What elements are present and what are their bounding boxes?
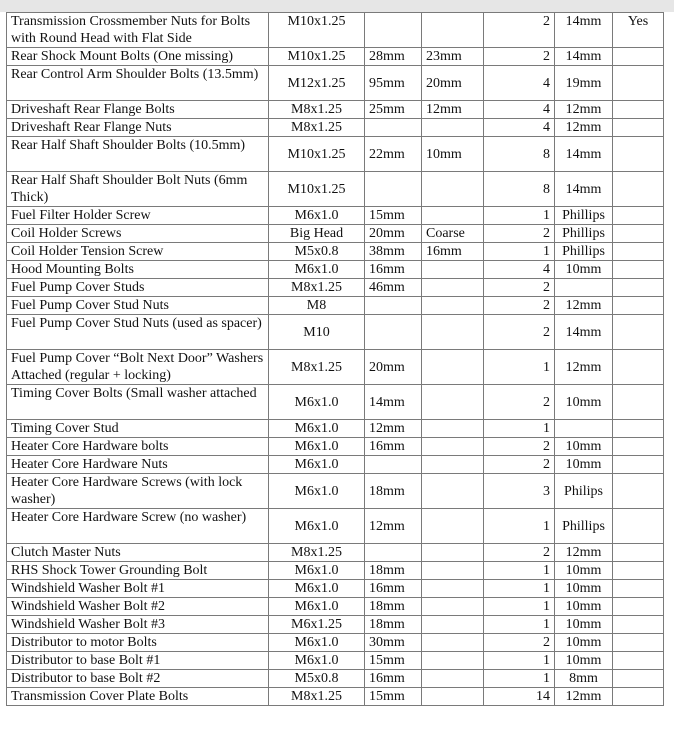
grip-cell — [422, 580, 484, 598]
thread-cell: M8x1.25 — [269, 544, 365, 562]
description-cell: Rear Control Arm Shoulder Bolts (13.5mm) — [7, 66, 269, 101]
thread-cell: M6x1.0 — [269, 474, 365, 509]
tool-size-cell: 10mm — [555, 634, 613, 652]
thread-cell: M6x1.0 — [269, 634, 365, 652]
note-cell — [613, 101, 664, 119]
quantity-cell: 2 — [484, 385, 555, 420]
table-row — [7, 438, 664, 456]
description-cell: RHS Shock Tower Grounding Bolt — [7, 562, 269, 580]
table-row — [7, 207, 664, 225]
length-cell: 46mm — [365, 279, 422, 297]
length-cell: 15mm — [365, 652, 422, 670]
thread-cell: M6x1.0 — [269, 580, 365, 598]
description-cell: Rear Half Shaft Shoulder Bolt Nuts (6mm Thick) — [7, 172, 269, 207]
length-cell: 25mm — [365, 101, 422, 119]
document-page — [0, 12, 674, 750]
thread-cell: Big Head — [269, 225, 365, 243]
description-cell: Driveshaft Rear Flange Bolts — [7, 101, 269, 119]
quantity-cell: 2 — [484, 48, 555, 66]
length-cell — [365, 315, 422, 350]
description-cell: Fuel Filter Holder Screw — [7, 207, 269, 225]
quantity-cell: 2 — [484, 13, 555, 48]
description-cell: Distributor to motor Bolts — [7, 634, 269, 652]
length-cell — [365, 119, 422, 137]
length-cell: 28mm — [365, 48, 422, 66]
quantity-cell: 14 — [484, 688, 555, 706]
length-cell: 14mm — [365, 385, 422, 420]
thread-cell: M8 — [269, 297, 365, 315]
thread-cell: M6x1.0 — [269, 652, 365, 670]
thread-cell: M10x1.25 — [269, 48, 365, 66]
note-cell — [613, 634, 664, 652]
thread-cell: M5x0.8 — [269, 670, 365, 688]
note-cell — [613, 544, 664, 562]
thread-cell: M10x1.25 — [269, 137, 365, 172]
grip-cell — [422, 385, 484, 420]
table-row — [7, 598, 664, 616]
length-cell: 22mm — [365, 137, 422, 172]
length-cell — [365, 456, 422, 474]
table-row — [7, 243, 664, 261]
description-cell: Transmission Crossmember Nuts for Bolts with Round Head with Flat Side — [7, 13, 269, 48]
description-cell: Clutch Master Nuts — [7, 544, 269, 562]
length-cell: 30mm — [365, 634, 422, 652]
tool-size-cell: Philips — [555, 474, 613, 509]
grip-cell — [422, 207, 484, 225]
grip-cell — [422, 420, 484, 438]
description-cell: Heater Core Hardware Screw (no washer) — [7, 509, 269, 544]
tool-size-cell: 12mm — [555, 544, 613, 562]
length-cell: 12mm — [365, 420, 422, 438]
quantity-cell: 2 — [484, 279, 555, 297]
grip-cell: 20mm — [422, 66, 484, 101]
table-row — [7, 350, 664, 385]
description-cell: Windshield Washer Bolt #3 — [7, 616, 269, 634]
table-row — [7, 562, 664, 580]
tool-size-cell: 8mm — [555, 670, 613, 688]
quantity-cell: 1 — [484, 509, 555, 544]
quantity-cell: 4 — [484, 119, 555, 137]
tool-size-cell: 10mm — [555, 456, 613, 474]
length-cell: 16mm — [365, 261, 422, 279]
note-cell — [613, 48, 664, 66]
length-cell: 15mm — [365, 688, 422, 706]
table-row — [7, 688, 664, 706]
description-cell: Heater Core Hardware Nuts — [7, 456, 269, 474]
note-cell — [613, 119, 664, 137]
tool-size-cell: Phillips — [555, 225, 613, 243]
note-cell — [613, 562, 664, 580]
table-row — [7, 137, 664, 172]
quantity-cell: 1 — [484, 420, 555, 438]
quantity-cell: 1 — [484, 670, 555, 688]
thread-cell: M6x1.0 — [269, 261, 365, 279]
table-row — [7, 13, 664, 48]
tool-size-cell: 12mm — [555, 101, 613, 119]
quantity-cell: 8 — [484, 137, 555, 172]
table-row — [7, 616, 664, 634]
description-cell: Driveshaft Rear Flange Nuts — [7, 119, 269, 137]
description-cell: Timing Cover Stud — [7, 420, 269, 438]
quantity-cell: 8 — [484, 172, 555, 207]
quantity-cell: 2 — [484, 438, 555, 456]
table-row — [7, 261, 664, 279]
table-row — [7, 119, 664, 137]
grip-cell — [422, 634, 484, 652]
quantity-cell: 4 — [484, 261, 555, 279]
quantity-cell: 2 — [484, 297, 555, 315]
tool-size-cell: 10mm — [555, 616, 613, 634]
description-cell: Fuel Pump Cover Stud Nuts — [7, 297, 269, 315]
hardware-table — [6, 12, 664, 706]
tool-size-cell: 19mm — [555, 66, 613, 101]
length-cell: 95mm — [365, 66, 422, 101]
tool-size-cell: 10mm — [555, 438, 613, 456]
hardware-table-body — [7, 13, 664, 706]
description-cell: Fuel Pump Cover Studs — [7, 279, 269, 297]
thread-cell: M12x1.25 — [269, 66, 365, 101]
table-row — [7, 634, 664, 652]
quantity-cell: 1 — [484, 207, 555, 225]
description-cell: Coil Holder Tension Screw — [7, 243, 269, 261]
length-cell: 16mm — [365, 670, 422, 688]
thread-cell: M6x1.0 — [269, 385, 365, 420]
grip-cell — [422, 172, 484, 207]
description-cell: Fuel Pump Cover “Bolt Next Door” Washers Attached (regular + locking) — [7, 350, 269, 385]
table-row — [7, 509, 664, 544]
viewer-top-bar — [0, 0, 674, 12]
tool-size-cell: 14mm — [555, 13, 613, 48]
quantity-cell: 2 — [484, 634, 555, 652]
grip-cell — [422, 474, 484, 509]
note-cell — [613, 616, 664, 634]
quantity-cell: 1 — [484, 243, 555, 261]
note-cell — [613, 172, 664, 207]
quantity-cell: 2 — [484, 456, 555, 474]
tool-size-cell: 10mm — [555, 562, 613, 580]
grip-cell: Coarse — [422, 225, 484, 243]
length-cell: 12mm — [365, 509, 422, 544]
note-cell — [613, 688, 664, 706]
quantity-cell: 1 — [484, 580, 555, 598]
note-cell — [613, 598, 664, 616]
note-cell — [613, 580, 664, 598]
note-cell — [613, 261, 664, 279]
description-cell: Windshield Washer Bolt #1 — [7, 580, 269, 598]
length-cell — [365, 297, 422, 315]
thread-cell: M8x1.25 — [269, 279, 365, 297]
table-row — [7, 420, 664, 438]
grip-cell: 23mm — [422, 48, 484, 66]
thread-cell: M8x1.25 — [269, 119, 365, 137]
tool-size-cell: 12mm — [555, 119, 613, 137]
description-cell: Hood Mounting Bolts — [7, 261, 269, 279]
grip-cell: 12mm — [422, 101, 484, 119]
tool-size-cell: 10mm — [555, 652, 613, 670]
thread-cell: M6x1.0 — [269, 420, 365, 438]
thread-cell: M10x1.25 — [269, 13, 365, 48]
thread-cell: M6x1.0 — [269, 598, 365, 616]
grip-cell: 10mm — [422, 137, 484, 172]
length-cell: 15mm — [365, 207, 422, 225]
thread-cell: M6x1.0 — [269, 562, 365, 580]
table-row — [7, 225, 664, 243]
length-cell: 20mm — [365, 350, 422, 385]
grip-cell — [422, 438, 484, 456]
quantity-cell: 1 — [484, 616, 555, 634]
thread-cell: M6x1.0 — [269, 509, 365, 544]
tool-size-cell — [555, 420, 613, 438]
thread-cell: M10 — [269, 315, 365, 350]
tool-size-cell: 14mm — [555, 315, 613, 350]
note-cell — [613, 66, 664, 101]
quantity-cell: 1 — [484, 350, 555, 385]
grip-cell — [422, 544, 484, 562]
table-row — [7, 48, 664, 66]
quantity-cell: 1 — [484, 598, 555, 616]
grip-cell — [422, 279, 484, 297]
length-cell: 38mm — [365, 243, 422, 261]
table-row — [7, 297, 664, 315]
description-cell: Transmission Cover Plate Bolts — [7, 688, 269, 706]
note-cell — [613, 207, 664, 225]
quantity-cell: 2 — [484, 544, 555, 562]
note-cell — [613, 474, 664, 509]
note-cell — [613, 243, 664, 261]
grip-cell — [422, 119, 484, 137]
grip-cell — [422, 261, 484, 279]
tool-size-cell: 14mm — [555, 48, 613, 66]
description-cell: Timing Cover Bolts (Small washer attached — [7, 385, 269, 420]
table-row — [7, 670, 664, 688]
thread-cell: M8x1.25 — [269, 101, 365, 119]
grip-cell: 16mm — [422, 243, 484, 261]
note-cell — [613, 652, 664, 670]
grip-cell — [422, 315, 484, 350]
table-row — [7, 172, 664, 207]
note-cell — [613, 509, 664, 544]
tool-size-cell: Phillips — [555, 509, 613, 544]
note-cell — [613, 420, 664, 438]
quantity-cell: 2 — [484, 225, 555, 243]
length-cell: 18mm — [365, 474, 422, 509]
note-cell — [613, 438, 664, 456]
thread-cell: M8x1.25 — [269, 688, 365, 706]
thread-cell: M6x1.0 — [269, 438, 365, 456]
description-cell: Heater Core Hardware bolts — [7, 438, 269, 456]
tool-size-cell: 10mm — [555, 261, 613, 279]
length-cell: 20mm — [365, 225, 422, 243]
grip-cell — [422, 652, 484, 670]
thread-cell: M6x1.0 — [269, 456, 365, 474]
grip-cell — [422, 616, 484, 634]
length-cell: 18mm — [365, 598, 422, 616]
grip-cell — [422, 297, 484, 315]
description-cell: Heater Core Hardware Screws (with lock washer) — [7, 474, 269, 509]
grip-cell — [422, 13, 484, 48]
table-row — [7, 652, 664, 670]
tool-size-cell: 12mm — [555, 297, 613, 315]
table-row — [7, 385, 664, 420]
table-row — [7, 315, 664, 350]
tool-size-cell: 14mm — [555, 172, 613, 207]
note-cell — [613, 315, 664, 350]
note-cell: Yes — [613, 13, 664, 48]
tool-size-cell — [555, 279, 613, 297]
quantity-cell: 4 — [484, 66, 555, 101]
length-cell — [365, 13, 422, 48]
description-cell: Distributor to base Bolt #1 — [7, 652, 269, 670]
note-cell — [613, 137, 664, 172]
length-cell: 16mm — [365, 438, 422, 456]
grip-cell — [422, 509, 484, 544]
description-cell: Windshield Washer Bolt #2 — [7, 598, 269, 616]
description-cell: Fuel Pump Cover Stud Nuts (used as spacer) — [7, 315, 269, 350]
grip-cell — [422, 670, 484, 688]
tool-size-cell: 12mm — [555, 688, 613, 706]
table-row — [7, 544, 664, 562]
description-cell: Rear Shock Mount Bolts (One missing) — [7, 48, 269, 66]
tool-size-cell: 14mm — [555, 137, 613, 172]
table-row — [7, 456, 664, 474]
grip-cell — [422, 350, 484, 385]
table-row — [7, 101, 664, 119]
note-cell — [613, 456, 664, 474]
tool-size-cell: Phillips — [555, 207, 613, 225]
thread-cell: M8x1.25 — [269, 350, 365, 385]
table-row — [7, 66, 664, 101]
table-row — [7, 474, 664, 509]
grip-cell — [422, 598, 484, 616]
note-cell — [613, 297, 664, 315]
tool-size-cell: 12mm — [555, 350, 613, 385]
length-cell: 16mm — [365, 580, 422, 598]
length-cell: 18mm — [365, 562, 422, 580]
tool-size-cell: 10mm — [555, 580, 613, 598]
thread-cell: M5x0.8 — [269, 243, 365, 261]
table-row — [7, 580, 664, 598]
note-cell — [613, 279, 664, 297]
grip-cell — [422, 562, 484, 580]
table-row — [7, 279, 664, 297]
quantity-cell: 3 — [484, 474, 555, 509]
note-cell — [613, 670, 664, 688]
length-cell: 18mm — [365, 616, 422, 634]
length-cell — [365, 544, 422, 562]
quantity-cell: 1 — [484, 562, 555, 580]
tool-size-cell: Phillips — [555, 243, 613, 261]
description-cell: Rear Half Shaft Shoulder Bolts (10.5mm) — [7, 137, 269, 172]
thread-cell: M10x1.25 — [269, 172, 365, 207]
tool-size-cell: 10mm — [555, 385, 613, 420]
thread-cell: M6x1.25 — [269, 616, 365, 634]
grip-cell — [422, 456, 484, 474]
quantity-cell: 4 — [484, 101, 555, 119]
note-cell — [613, 350, 664, 385]
quantity-cell: 1 — [484, 652, 555, 670]
quantity-cell: 2 — [484, 315, 555, 350]
note-cell — [613, 225, 664, 243]
description-cell: Coil Holder Screws — [7, 225, 269, 243]
grip-cell — [422, 688, 484, 706]
note-cell — [613, 385, 664, 420]
length-cell — [365, 172, 422, 207]
thread-cell: M6x1.0 — [269, 207, 365, 225]
description-cell: Distributor to base Bolt #2 — [7, 670, 269, 688]
tool-size-cell: 10mm — [555, 598, 613, 616]
